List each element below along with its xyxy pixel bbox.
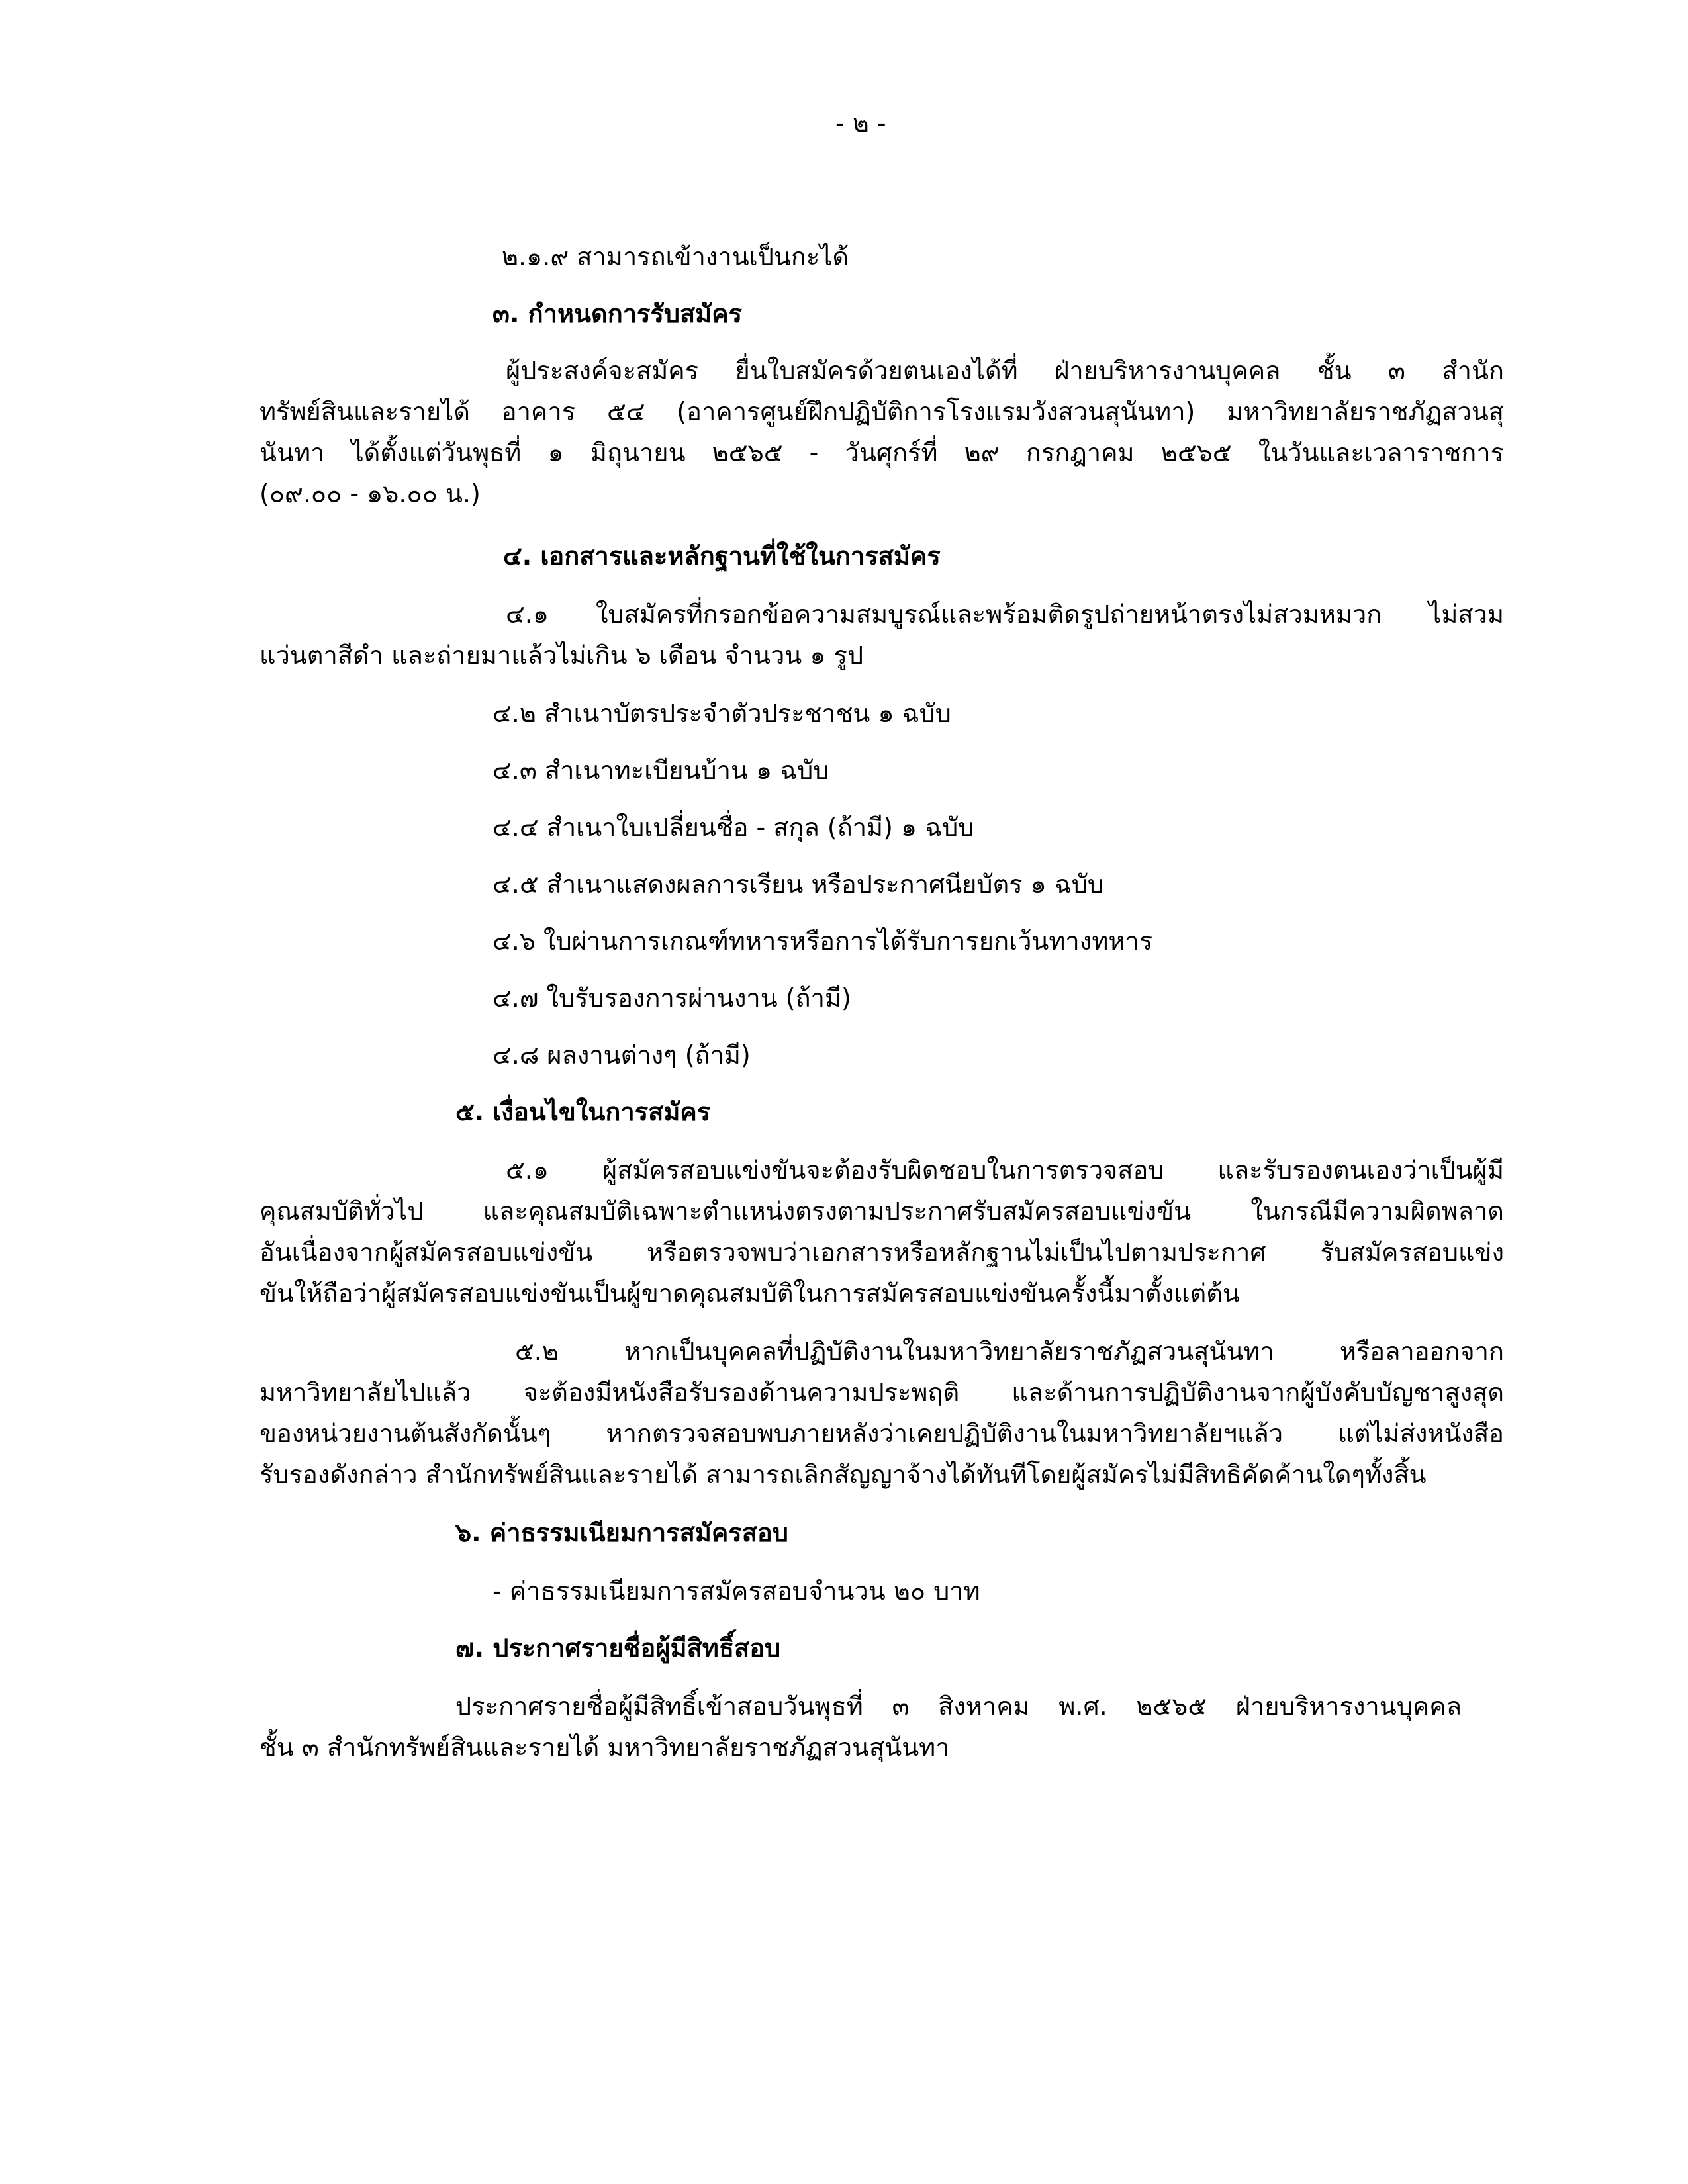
section-4-item-5: ๔.๕ สำเนาแสดงผลการเรียน หรือประกาศนียบัตร ๑ ฉบับ <box>492 870 1104 899</box>
item-2-1-9: ๒.๑.๙ สามารถเข้างานเป็นกะได้ <box>502 242 849 271</box>
section-5-heading: ๕. เงื่อนไขในการสมัคร <box>455 1097 711 1126</box>
section-3-line-3: นันทา ได้ตั้งแต่วันพุธที่ ๑ มิถุนายน ๒๕๖๕ - วันศุกร์ที่ ๒๙ กรกฎาคม ๒๕๖๕ ในวันและเวลาราชการ <box>259 438 1504 467</box>
section-5-item-1-line-1: ๕.๑ ผู้สมัครสอบแข่งขันจะต้องรับผิดชอบในการตรวจสอบ และรับรองตนเองว่าเป็นผู้มี <box>506 1156 1504 1185</box>
section-4-item-1-line-2: แว่นตาสีดำ และถ่ายมาแล้วไม่เกิน ๖ เดือน จำนวน ๑ รูป <box>259 641 864 670</box>
section-7-line-1: ประกาศรายชื่อผู้มีสิทธิ์เข้าสอบวันพุธที่ ๓ สิงหาคม พ.ศ. ๒๕๖๕ ฝ่ายบริหารงานบุคคล <box>455 1692 1462 1721</box>
section-4-item-2: ๔.๒ สำเนาบัตรประจำตัวประชาชน ๑ ฉบับ <box>492 699 951 728</box>
section-4-heading: ๔. เอกสารและหลักฐานที่ใช้ในการสมัคร <box>503 541 941 570</box>
section-6-heading: ๖. ค่าธรรมเนียมการสมัครสอบ <box>455 1518 788 1547</box>
section-5-item-2-line-4: รับรองดังกล่าว สำนักทรัพย์สินและรายได้ สามารถเลิกสัญญาจ้างได้ทันทีโดยผู้สมัครไม่มีสิทธิคัดค้านใดๆทั้งสิ้น <box>259 1460 1427 1489</box>
section-7-line-2: ชั้น ๓ สำนักทรัพย์สินและรายได้ มหาวิทยาลัยราชภัฏสวนสุนันทา <box>259 1733 950 1762</box>
section-6-item: - ค่าธรรมเนียมการสมัครสอบจำนวน ๒๐ บาท <box>492 1576 980 1606</box>
section-4-item-8: ๔.๘ ผลงานต่างๆ (ถ้ามี) <box>492 1040 751 1069</box>
section-4-item-1-line-1: ๔.๑ ใบสมัครที่กรอกข้อความสมบูรณ์และพร้อมติดรูปถ่ายหน้าตรงไม่สวมหมวก ไม่สวม <box>506 600 1504 629</box>
section-4-item-3: ๔.๓ สำเนาทะเบียนบ้าน ๑ ฉบับ <box>492 756 829 785</box>
section-5-item-1-line-2: คุณสมบัติทั่วไป และคุณสมบัติเฉพาะตำแหน่งตรงตามประกาศรับสมัครสอบแข่งขัน ในกรณีมีความผิดพลาด <box>259 1197 1504 1226</box>
section-5-item-2-line-3: ของหน่วยงานต้นสังกัดนั้นๆ หากตรวจสอบพบภายหลังว่าเคยปฏิบัติงานในมหาวิทยาลัยฯแล้ว แต่ไม่ส่งหนังสือ <box>259 1419 1504 1448</box>
section-7-heading: ๗. ประกาศรายชื่อผู้มีสิทธิ์สอบ <box>455 1633 781 1662</box>
section-3-line-1: ผู้ประสงค์จะสมัคร ยื่นใบสมัครด้วยตนเองได้ที่ ฝ่ายบริหารงานบุคคล ชั้น ๓ สำนัก <box>506 356 1504 385</box>
section-5-item-1-line-3: อันเนื่องจากผู้สมัครสอบแข่งขัน หรือตรวจพบว่าเอกสารหรือหลักฐานไม่เป็นไปตามประกาศ รับสมัครสอบแข่ง <box>259 1238 1504 1267</box>
section-4-item-6: ๔.๖ ใบผ่านการเกณฑ์ทหารหรือการได้รับการยกเว้นทางทหาร <box>492 927 1153 956</box>
section-5-item-2-line-2: มหาวิทยาลัยไปแล้ว จะต้องมีหนังสือรับรองด้านความประพฤติ และด้านการปฏิบัติงานจากผู้บังคับบัญชาสูงสุด <box>259 1378 1504 1407</box>
page-number: - ๒ - <box>835 109 886 138</box>
section-3-heading: ๓. กำหนดการรับสมัคร <box>492 299 743 328</box>
section-5-item-1-line-4: ขันให้ถือว่าผู้สมัครสอบแข่งขันเป็นผู้ขาดคุณสมบัติในการสมัครสอบแข่งขันครั้งนี้มาตั้งแต่ต้น <box>259 1279 1240 1308</box>
section-3-line-2: ทรัพย์สินและรายได้ อาคาร ๕๔ (อาคารศูนย์ฝึกปฏิบัติการโรงแรมวังสวนสุนันทา) มหาวิทยาลัยราชภัฏสวนสุ <box>259 397 1504 426</box>
section-3-line-4: (๐๙.๐๐ - ๑๖.๐๐ น.) <box>259 479 481 508</box>
section-5-item-2-line-1: ๕.๒ หากเป็นบุคคลที่ปฏิบัติงานในมหาวิทยาลัยราชภัฏสวนสุนันทา หรือลาออกจาก <box>515 1337 1504 1366</box>
section-4-item-4: ๔.๔ สำเนาใบเปลี่ยนชื่อ - สกุล (ถ้ามี) ๑ ฉบับ <box>492 813 974 842</box>
section-4-item-7: ๔.๗ ใบรับรองการผ่านงาน (ถ้ามี) <box>492 983 851 1013</box>
